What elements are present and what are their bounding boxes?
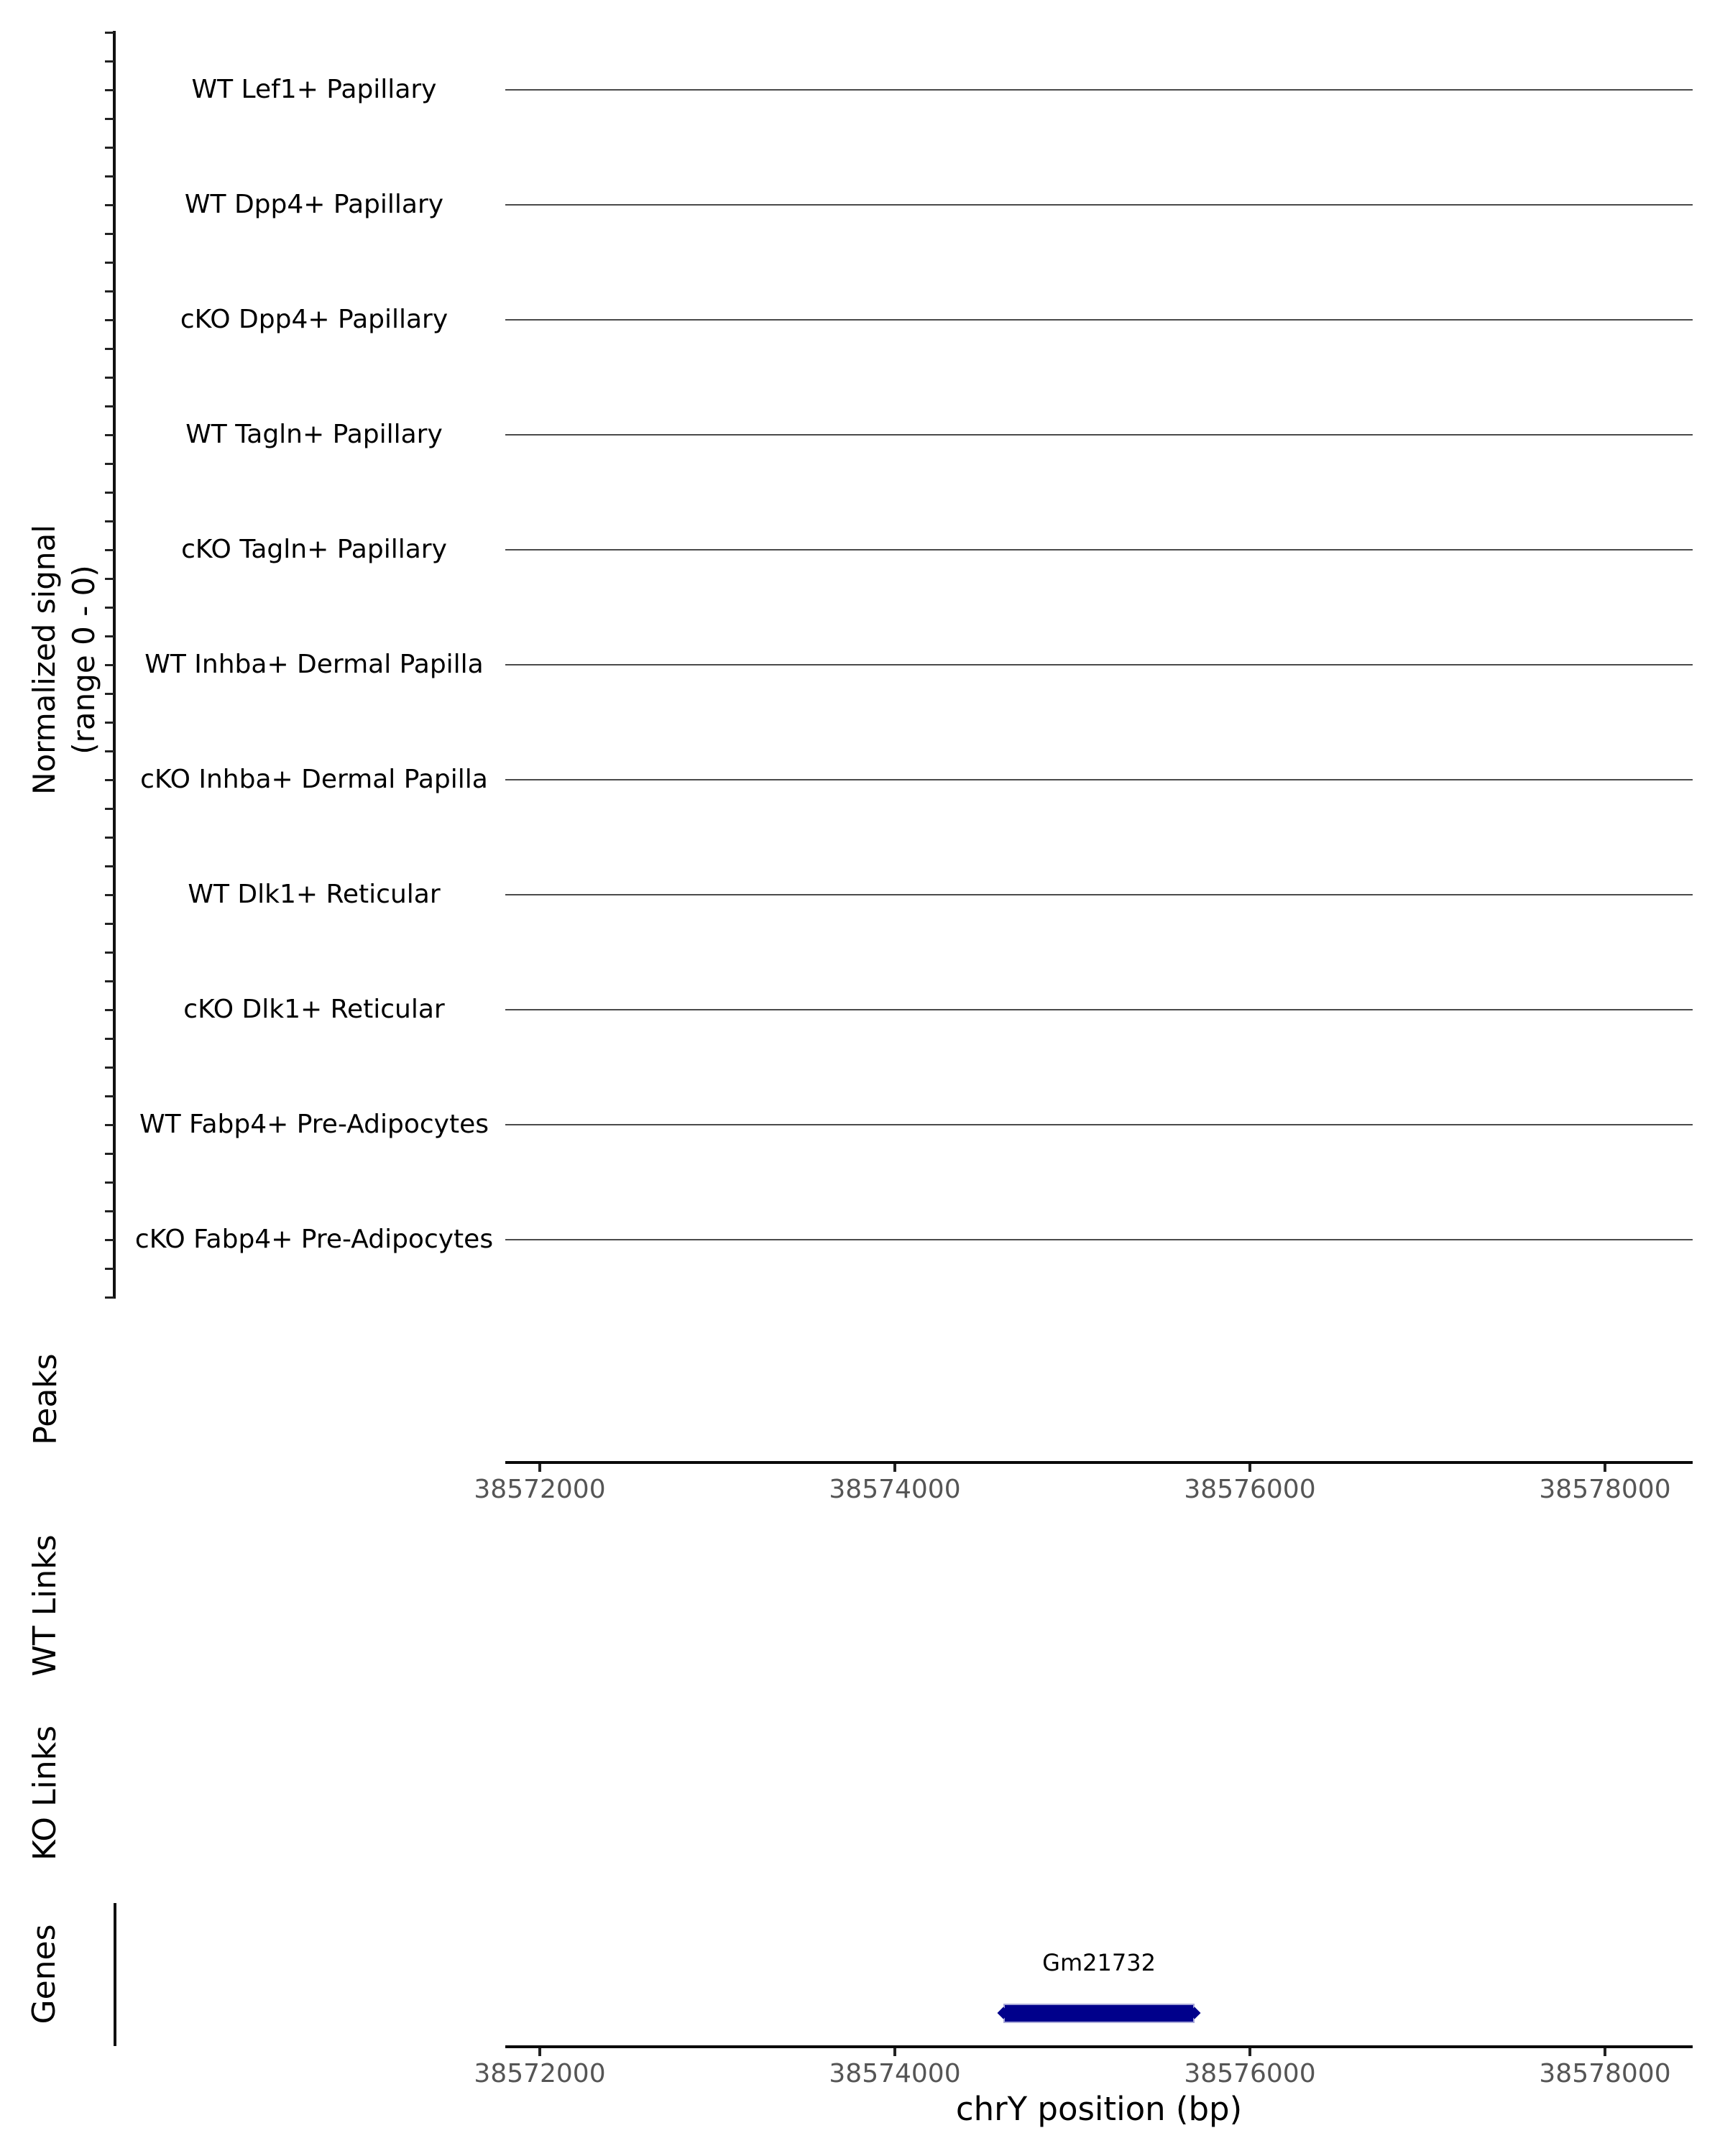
axis-tick-label: 38572000 xyxy=(474,2059,606,2088)
signal-y-axis-tick xyxy=(105,607,114,609)
signal-y-axis-tick xyxy=(105,60,114,63)
peaks-axis-line xyxy=(505,1461,1693,1464)
signal-y-axis-tick xyxy=(105,492,114,494)
signal-y-axis-label xyxy=(24,525,104,795)
signal-y-axis-tick xyxy=(105,1181,114,1184)
signal-y-axis-tick xyxy=(105,1038,114,1040)
signal-y-axis-tick xyxy=(105,779,114,781)
signal-y-axis-label-line2: (range 0 - 0) xyxy=(66,565,101,755)
signal-y-axis-tick xyxy=(105,664,114,666)
track-label: WT Inhba+ Dermal Papilla xyxy=(144,650,484,679)
signal-y-axis-tick xyxy=(105,549,114,551)
track-baseline xyxy=(505,434,1693,436)
signal-y-axis-tick xyxy=(105,377,114,379)
track-baseline xyxy=(505,549,1693,550)
signal-y-axis-tick xyxy=(105,89,114,91)
signal-y-axis-tick xyxy=(105,578,114,580)
axis-tick-label: 38578000 xyxy=(1539,2059,1671,2088)
section-label-wt-links: WT Links xyxy=(27,1534,63,1677)
track-label: WT Lef1+ Papillary xyxy=(191,75,437,104)
signal-y-axis-tick xyxy=(105,894,114,896)
signal-y-axis-tick xyxy=(105,1268,114,1270)
axis-tick xyxy=(1248,2048,1251,2056)
axis-tick xyxy=(538,2048,541,2056)
track-label: WT Dlk1+ Reticular xyxy=(188,880,441,909)
signal-y-axis-tick xyxy=(105,233,114,235)
signal-y-axis-tick xyxy=(105,434,114,436)
signal-y-axis-tick xyxy=(105,635,114,637)
section-label-ko-links: KO Links xyxy=(27,1725,63,1861)
signal-y-axis-label-line1: Normalized signal xyxy=(27,525,62,795)
signal-y-axis-tick xyxy=(105,1210,114,1212)
genes-axis-line xyxy=(114,1903,116,2046)
x-axis-line xyxy=(505,2045,1693,2048)
track-baseline xyxy=(505,894,1693,895)
track-baseline xyxy=(505,89,1693,91)
gene-body xyxy=(1003,2004,1195,2023)
signal-y-axis-tick xyxy=(105,175,114,178)
signal-y-axis-tick xyxy=(105,147,114,149)
signal-y-axis-tick xyxy=(105,348,114,350)
track-baseline xyxy=(505,319,1693,321)
track-label: cKO Tagln+ Papillary xyxy=(181,535,447,564)
signal-y-axis-tick xyxy=(105,1124,114,1126)
signal-y-axis-tick xyxy=(105,204,114,206)
axis-tick-label: 38576000 xyxy=(1184,2059,1316,2088)
axis-tick xyxy=(1604,2048,1606,2056)
axis-tick xyxy=(538,1464,541,1472)
track-label: cKO Dpp4+ Papillary xyxy=(180,305,448,334)
signal-y-axis-tick xyxy=(105,1296,114,1299)
signal-y-axis-tick xyxy=(105,118,114,120)
track-label: WT Dpp4+ Papillary xyxy=(184,190,444,219)
section-label-genes: Genes xyxy=(26,1924,63,2024)
track-baseline xyxy=(505,1124,1693,1125)
axis-tick xyxy=(893,2048,896,2056)
track-baseline xyxy=(505,664,1693,665)
axis-tick-label: 38578000 xyxy=(1539,1475,1671,1504)
axis-tick-label: 38574000 xyxy=(829,2059,961,2088)
signal-y-axis-tick xyxy=(105,952,114,954)
signal-y-axis-tick xyxy=(105,980,114,982)
signal-y-axis-tick xyxy=(105,693,114,695)
signal-y-axis-tick xyxy=(105,1239,114,1241)
axis-tick xyxy=(893,1464,896,1472)
signal-y-axis-tick xyxy=(105,1153,114,1155)
signal-y-axis-tick xyxy=(105,750,114,752)
signal-y-axis-tick xyxy=(105,837,114,839)
section-label-peaks: Peaks xyxy=(27,1353,64,1445)
signal-y-axis-tick xyxy=(105,1095,114,1097)
signal-y-axis-tick xyxy=(105,722,114,724)
axis-tick xyxy=(1248,1464,1251,1472)
track-baseline xyxy=(505,204,1693,206)
track-label: WT Tagln+ Papillary xyxy=(185,420,443,449)
gene-label: Gm21732 xyxy=(1042,1949,1156,1976)
signal-y-axis-tick xyxy=(105,32,114,34)
signal-y-axis-tick xyxy=(105,1009,114,1011)
track-label: WT Fabp4+ Pre-Adipocytes xyxy=(139,1110,489,1139)
signal-y-axis-tick xyxy=(105,1067,114,1069)
track-label: cKO Inhba+ Dermal Papilla xyxy=(140,765,488,794)
track-label: cKO Fabp4+ Pre-Adipocytes xyxy=(134,1225,494,1254)
signal-y-axis-tick xyxy=(105,290,114,292)
signal-y-axis-tick xyxy=(105,520,114,522)
axis-tick-label: 38572000 xyxy=(474,1475,606,1504)
track-baseline xyxy=(505,779,1693,780)
signal-y-axis-tick xyxy=(105,923,114,925)
signal-y-axis-tick xyxy=(105,463,114,465)
track-baseline xyxy=(505,1009,1693,1010)
axis-tick-label: 38576000 xyxy=(1184,1475,1316,1504)
x-axis-title: chrY position (bp) xyxy=(955,2090,1243,2128)
track-baseline xyxy=(505,1239,1693,1240)
track-label: cKO Dlk1+ Reticular xyxy=(183,995,445,1024)
signal-y-axis-tick xyxy=(105,262,114,264)
signal-y-axis-tick xyxy=(105,808,114,810)
signal-y-axis-tick xyxy=(105,865,114,867)
axis-tick xyxy=(1604,1464,1606,1472)
axis-tick-label: 38574000 xyxy=(829,1475,961,1504)
signal-y-axis-tick xyxy=(105,405,114,407)
signal-y-axis-tick xyxy=(105,319,114,321)
